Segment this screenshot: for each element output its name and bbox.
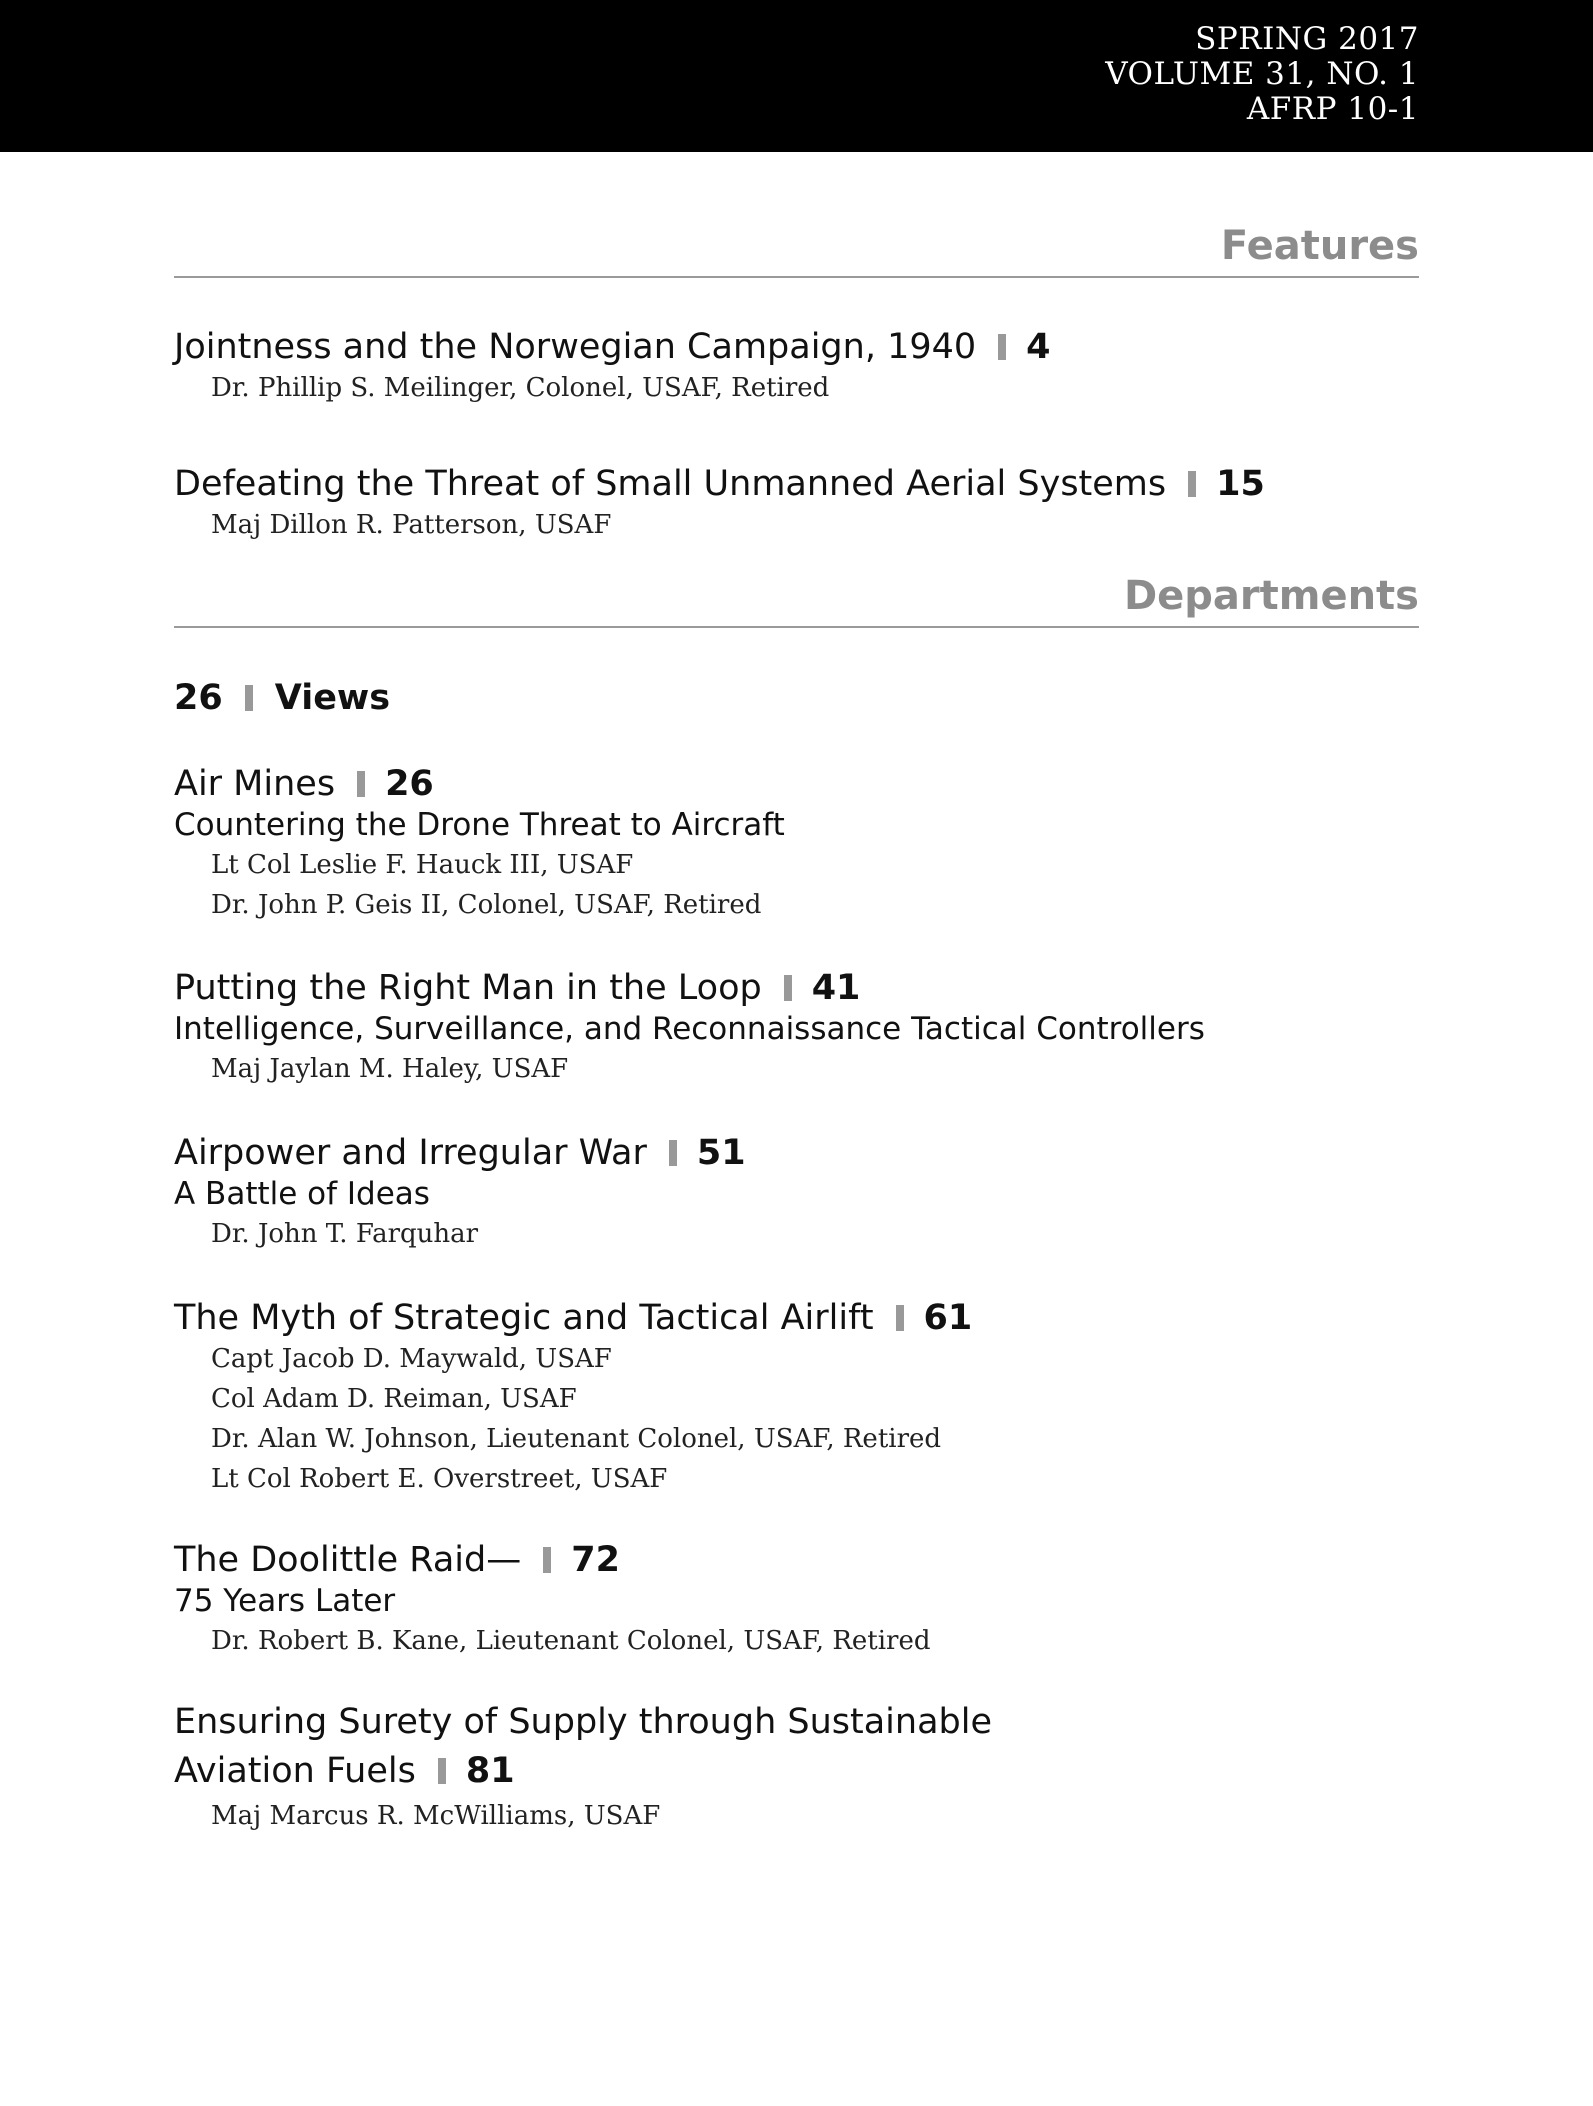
entry-subtitle: Intelligence, Surveillance, and Reconnaissance Tactical Controllers — [174, 1011, 1205, 1047]
feature-entry[interactable] — [174, 463, 1419, 545]
department-entry[interactable] — [174, 1698, 1419, 1836]
department-entry[interactable] — [174, 967, 1419, 1089]
entry-title-line: Ensuring Surety of Supply through Sustainable — [174, 1702, 993, 1742]
departments-heading: Departments — [174, 572, 1419, 628]
separator-bar — [543, 1547, 551, 1573]
features-heading: Features — [174, 222, 1419, 278]
entry-title-line — [174, 1132, 1419, 1174]
entry-title: Jointness and the Norwegian Campaign, 1940 — [174, 327, 977, 367]
feature-entry[interactable] — [174, 326, 1419, 408]
page-number: 51 — [696, 1133, 746, 1173]
separator-bar — [998, 334, 1006, 360]
entry-author: Dr. John P. Geis II, Colonel, USAF, Retired — [211, 890, 762, 920]
entry-title-line — [174, 1747, 1419, 1796]
entry-title-line — [174, 326, 1419, 368]
page-number: 61 — [923, 1298, 973, 1338]
separator-bar — [438, 1758, 446, 1784]
entry-subtitle: Countering the Drone Threat to Aircraft — [174, 807, 785, 843]
department-entry[interactable] — [174, 1297, 1419, 1499]
entry-title-line — [174, 463, 1419, 505]
entry-author: Dr. Phillip S. Meilinger, Colonel, USAF, Retired — [211, 373, 830, 403]
issue-afrp: AFRP 10-1 — [1246, 91, 1419, 127]
separator-bar — [245, 685, 253, 711]
separator-bar — [896, 1305, 904, 1331]
page-number: 81 — [465, 1751, 515, 1791]
views-page-number: 26 — [174, 678, 223, 718]
entry-author: Lt Col Leslie F. Hauck III, USAF — [211, 850, 634, 880]
department-entry[interactable] — [174, 1539, 1419, 1661]
separator-bar — [357, 771, 365, 797]
page-number: 26 — [385, 764, 434, 804]
entry-author: Lt Col Robert E. Overstreet, USAF — [211, 1464, 668, 1494]
entry-title: The Doolittle Raid— — [174, 1540, 522, 1580]
entry-title: Defeating the Threat of Small Unmanned Aerial Systems — [174, 464, 1167, 504]
header-bar — [0, 0, 1593, 152]
entry-title-line — [174, 1539, 1419, 1581]
entry-subtitle: A Battle of Ideas — [174, 1176, 430, 1212]
issue-info — [1105, 22, 1419, 127]
entry-subtitle: 75 Years Later — [174, 1583, 396, 1619]
entry-author: Maj Marcus R. McWilliams, USAF — [211, 1801, 661, 1831]
views-label: Views — [274, 678, 391, 718]
entry-title: Aviation Fuels — [174, 1751, 416, 1791]
page-number: 41 — [811, 968, 861, 1008]
separator-bar — [669, 1140, 677, 1166]
entry-title-line — [174, 967, 1419, 1009]
issue-volume: VOLUME 31, NO. 1 — [1105, 56, 1419, 92]
separator-bar — [784, 975, 792, 1001]
entry-author: Maj Dillon R. Patterson, USAF — [211, 510, 612, 540]
page-number: 4 — [1026, 327, 1051, 367]
views-row[interactable] — [174, 677, 390, 719]
entry-title-line — [174, 763, 1419, 805]
page-number: 72 — [571, 1540, 620, 1580]
entry-title: Putting the Right Man in the Loop — [174, 968, 762, 1008]
entry-author: Dr. Robert B. Kane, Lieutenant Colonel, USAF, Retired — [211, 1626, 931, 1656]
entry-title: Air Mines — [174, 764, 336, 804]
entry-title-line — [174, 1297, 1419, 1339]
page-number: 15 — [1216, 464, 1265, 504]
entry-author: Dr. John T. Farquhar — [211, 1219, 479, 1249]
entry-title: The Myth of Strategic and Tactical Airlift — [174, 1298, 874, 1338]
department-entry[interactable] — [174, 1132, 1419, 1254]
department-entry[interactable] — [174, 763, 1419, 925]
entry-title: Airpower and Irregular War — [174, 1133, 647, 1173]
entry-author: Capt Jacob D. Maywald, USAF — [211, 1344, 612, 1374]
issue-season: SPRING 2017 — [1195, 21, 1419, 57]
entry-author: Col Adam D. Reiman, USAF — [211, 1384, 577, 1414]
separator-bar — [1188, 471, 1196, 497]
entry-author: Dr. Alan W. Johnson, Lieutenant Colonel, USAF, Retired — [211, 1424, 942, 1454]
entry-author: Maj Jaylan M. Haley, USAF — [211, 1054, 569, 1084]
